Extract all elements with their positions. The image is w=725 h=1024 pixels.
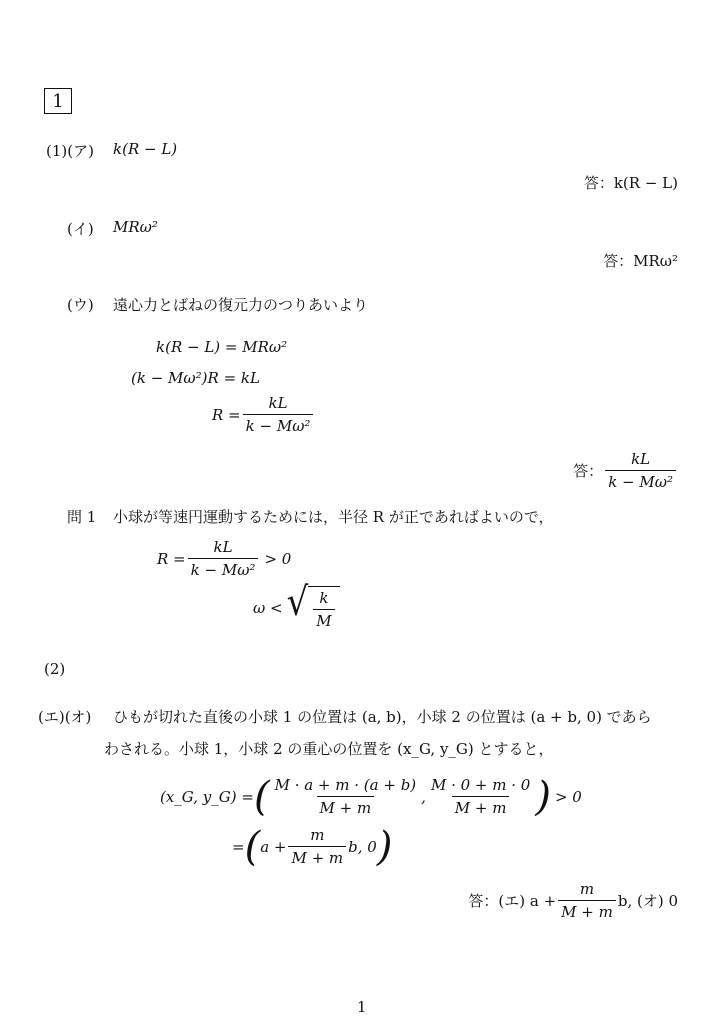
q1-eq2-radicand	[308, 586, 339, 630]
eo-eq1-rhs: > 0	[554, 787, 582, 806]
eo-answer-fraction	[558, 880, 616, 921]
part-u-eq3-fraction	[243, 394, 314, 435]
question-1-label: 問 1	[67, 508, 97, 526]
part-eo-equation-1	[160, 773, 582, 820]
eo-eq2-tail: b, 0	[348, 837, 377, 856]
q1-eq2-fraction	[313, 589, 334, 630]
part-eo-label: (エ)(オ)	[38, 708, 92, 726]
eo-eq2-lhs: =	[232, 837, 245, 856]
part-u-eq3-numerator: kL	[268, 394, 288, 412]
q1-eq1-denominator: k − Mω²	[188, 558, 259, 579]
q1-eq1-rhs: > 0	[264, 549, 292, 568]
part-u-answer-denominator: k − Mω²	[605, 470, 676, 491]
part-u-label: (ウ)	[67, 296, 94, 314]
part-u-answer-prefix: 答：	[573, 462, 604, 480]
part-u-equation-3	[212, 394, 315, 435]
part-i-label: (イ)	[67, 220, 94, 238]
left-paren-icon: (	[253, 773, 270, 820]
q1-eq2-denominator: M	[313, 609, 334, 630]
q1-eq2-numerator: k	[319, 589, 329, 607]
part-i-answer: 答：MRω²	[603, 252, 678, 270]
q1-eq1-fraction	[188, 538, 259, 579]
eo-eq1-fraction-1	[272, 776, 420, 817]
eo-eq1-f1-numerator: M · a + m · (a + b)	[274, 776, 417, 794]
question-1-equation-2	[253, 579, 340, 630]
eo-eq2-fraction	[288, 826, 346, 867]
part-2-label: (2)	[44, 660, 66, 678]
eo-eq1-fraction-2	[428, 776, 533, 817]
part-u-equation-2: (k − Mω²)R = kL	[131, 369, 260, 387]
eo-answer-numerator: m	[579, 880, 595, 898]
problem-number: 1	[52, 90, 64, 112]
eo-eq1-f1-denominator: M + m	[317, 796, 375, 817]
part-i-expression: MRω²	[113, 218, 158, 236]
q1-eq2-lhs: ω <	[253, 599, 283, 617]
part-u-text: 遠心力とばねの復元力のつりあいより	[113, 296, 369, 314]
part-eo-text-line-2: わされる。小球 1，小球 2 の重心の位置を (x_G, y_G) とすると，	[104, 740, 554, 758]
problem-number-box	[44, 88, 72, 114]
page-number: 1	[357, 998, 367, 1016]
part-eo-equation-2	[232, 823, 393, 870]
question-1-text: 小球が等速円運動するためには，半径 R が正であればよいので，	[113, 508, 554, 526]
eo-answer-tail: b, (オ) 0	[617, 892, 678, 910]
sqrt-icon	[286, 579, 340, 630]
right-paren-icon: )	[376, 823, 393, 870]
part-u-answer-numerator: kL	[631, 450, 651, 468]
part-eo-answer	[468, 880, 678, 921]
question-1-equation-1	[157, 538, 291, 579]
part-a-expression: k(R − L)	[113, 140, 178, 158]
q1-eq1-lhs: R =	[157, 549, 186, 568]
eo-eq1-f2-denominator: M + m	[452, 796, 510, 817]
part-a-answer: 答：k(R − L)	[583, 174, 678, 192]
part-u-eq3-denominator: k − Mω²	[243, 414, 314, 435]
part-u-answer-fraction	[605, 450, 676, 491]
eo-eq2-denominator: M + m	[288, 846, 346, 867]
q1-eq1-numerator: kL	[213, 538, 233, 556]
eo-answer-prefix: 答：(エ) a +	[468, 892, 557, 910]
part-eo-text-line-1: ひもが切れた直後の小球 1 の位置は (a, b)，小球 2 の位置は (a + b, 0) であら	[113, 708, 652, 726]
comma-icon: ,	[421, 787, 426, 806]
eo-eq1-f2-numerator: M · 0 + m · 0	[430, 776, 531, 794]
eo-eq2-numerator: m	[310, 826, 325, 844]
radical-sign-icon: √	[286, 579, 309, 626]
right-paren-icon: )	[535, 773, 551, 820]
part-a-label: (1)(ア)	[46, 142, 94, 160]
left-paren-icon: (	[244, 823, 261, 870]
eo-answer-denominator: M + m	[558, 900, 616, 921]
part-u-equation-1: k(R − L) = MRω²	[156, 338, 288, 356]
part-u-answer	[573, 450, 678, 491]
eo-eq2-a: a +	[260, 837, 287, 856]
eo-eq1-lhs: (x_G, y_G) =	[160, 787, 254, 806]
part-u-eq3-lhs: R =	[212, 405, 241, 424]
